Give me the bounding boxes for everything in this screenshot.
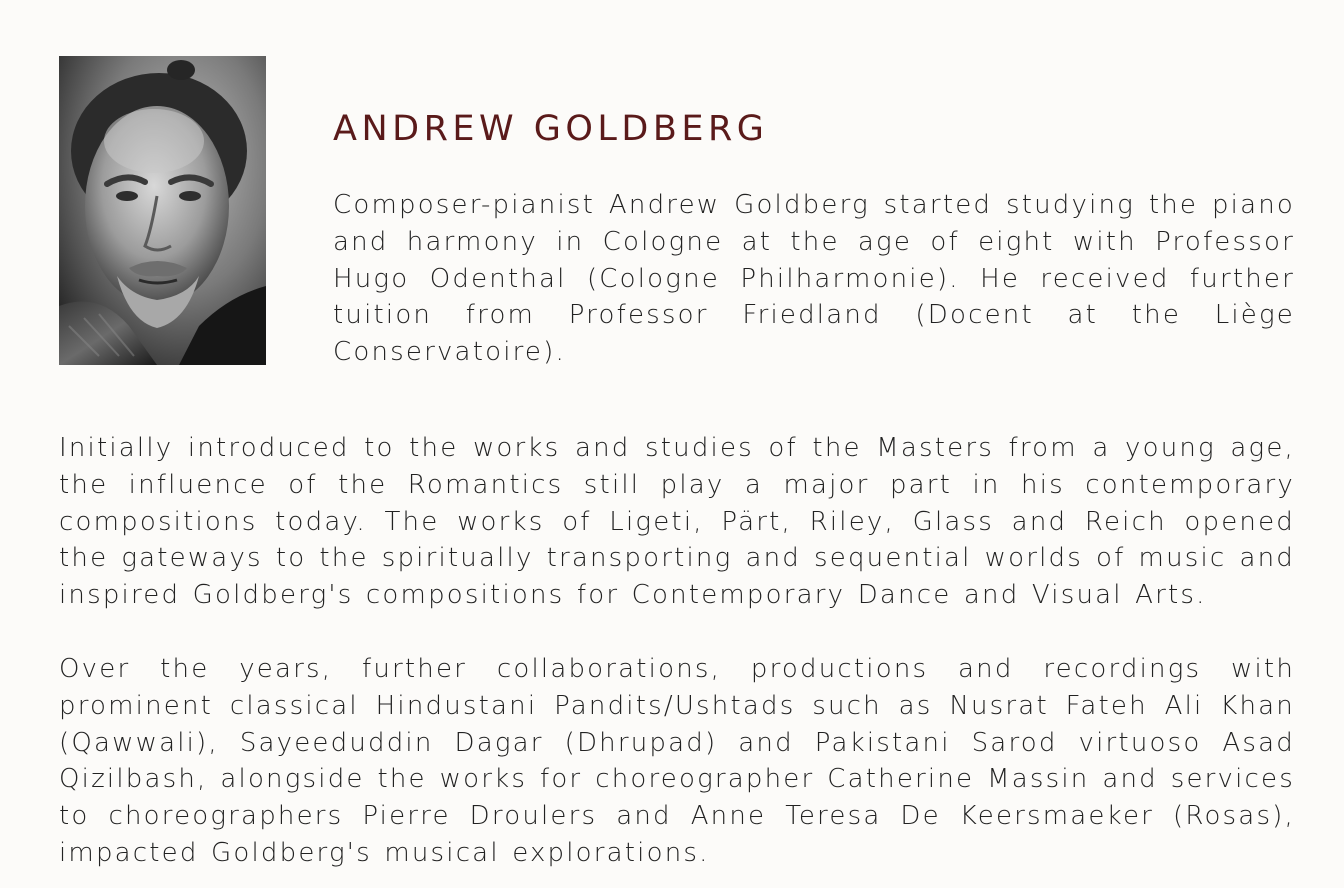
bio-paragraph-collaborations: Over the years, further collaborations, productions and recordings with prominent classical Hindustani Pandits/Ushtads such as Nusrat Fateh Ali Khan (Qawwali), Sayeeduddin Dagar (Dhrupad) and Pakistani Sarod virtuoso Asad Qizilbash, alongside the works for choreographer Catherine Massin and services to choreographers Pierre Droulers and Anne Teresa De Keersmaeker (Rosas), impacted Goldberg's musical explorations. [59,654,1295,868]
page-title: ANDREW GOLDBERG [333,109,769,149]
portrait-illustration [59,56,266,365]
bio-intro-paragraph: Composer-pianist Andrew Goldberg started studying the piano and harmony in Cologne at the age of eight with Professor Hugo Odenthal (Cologne Philharmonie). He received further tuition from Professor Friedland (Docent at the Liège Conservatoire). [333,190,1295,368]
bio-paragraph-influences: Initially introduced to the works and studies of the Masters from a young age, the influence of the Romantics still play a major part in his contemporary compositions today. The works of Ligeti, Pärt, Riley, Glass and Reich opened the gateways to the spiritually transporting and sequential worlds of music and inspired Goldberg's compositions for Contemporary Dance and Visual Arts. [59,433,1295,611]
portrait-photo [59,56,266,365]
